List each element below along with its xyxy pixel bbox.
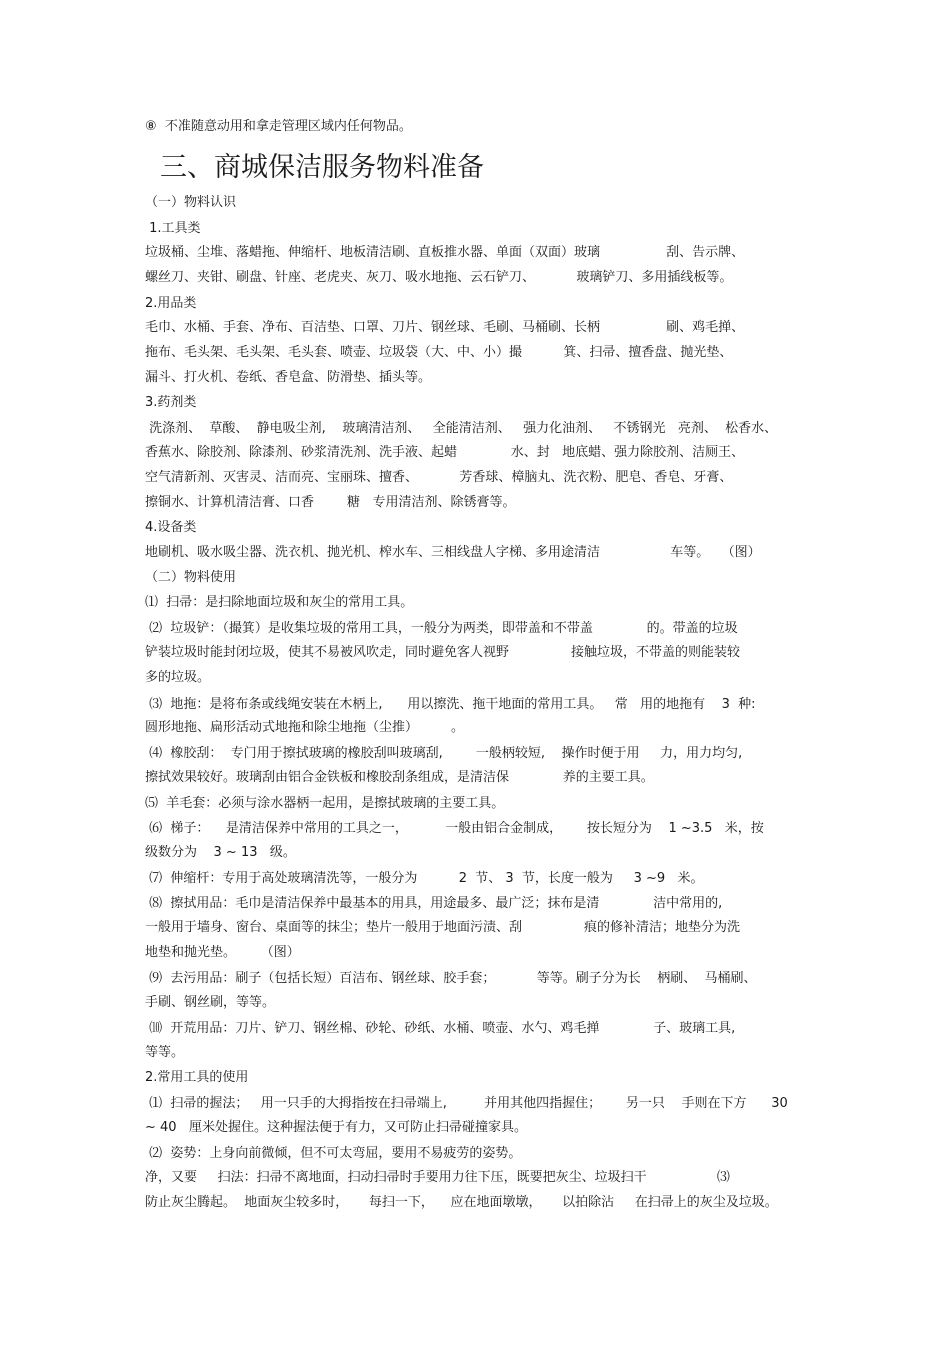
paragraph-line: 铲装垃圾时能封闭垃圾，使其不易被风吹走，同时避免客人视野 接触垃圾，不带盖的则能装较 [145, 645, 740, 660]
section-title: 三、商城保洁服务物料准备 [160, 152, 484, 183]
paragraph-line: 一般用于墙身、窗台、桌面等的抹尘；垫片一般用于地面污渍、刮 痕的修补清洁；地垫分为洗 [145, 920, 740, 935]
tool-usage-line: ⑵ 姿势：上身向前微倾，但不可太弯屈，要用不易疲劳的姿势。 [145, 1146, 522, 1161]
paragraph-line: 多的垃圾。 [145, 670, 211, 685]
tool-usage-line: 防止灰尘腾起。 地面灰尘较多时， 每扫一下， 应在地面墩墩， 以拍除沾 在扫帚上的灰尘及垃圾。 [145, 1195, 778, 1210]
tool-usage-line: ⑴ 扫帚的握法； 用一只手的大拇指按在扫帚端上, 并用其他四指握住； 另一只 手则在下方 30 [145, 1096, 788, 1111]
paragraph-line: 圆形地拖、扁形活动式地拖和除尘地拖（尘推） 。 [145, 720, 465, 735]
paragraph-line: 香蕉水、除胶剂、除漆剂、砂浆清洗剂、洗手液、起蜡 水、封 地底蜡、强力除胶剂、洁厕王、 [145, 445, 745, 460]
category-heading-chemicals: 3.药剂类 [145, 395, 197, 410]
tool-usage-line: ~ 40 厘米处握住。这种握法便于有力，又可防止扫帚碰撞家具。 [145, 1120, 527, 1135]
usage-item-9: ⑼ 去污用品：刷子（包括长短）百洁布、钢丝球、胶手套； 等等。刷子分为长 柄刷、 马桶刷、 [145, 971, 757, 986]
category-heading-equipment: 4.设备类 [145, 520, 197, 535]
usage-item-2: ⑵ 垃圾铲：（撮箕）是收集垃圾的常用工具，一般分为两类，即带盖和不带盖 的。带盖的垃圾 [145, 621, 738, 636]
paragraph-line: 手刷、钢丝刷，等等。 [145, 995, 276, 1010]
paragraph-line: 等等。 [145, 1045, 185, 1060]
paragraph-line: 拖布、毛头架、毛头架、毛头套、喷壶、垃圾袋（大、中、小）撮 箕、扫帚、擅香盘、抛光垫、 [145, 345, 733, 360]
usage-item-5: ⑸ 羊毛套：必须与涂水器柄一起用，是擦拭玻璃的主要工具。 [145, 796, 505, 811]
usage-item-7: ⑺ 伸缩杆：专用于高处玻璃清洗等，一般分为 2 节、 3 节，长度一般为 3 ~9 米。 [145, 871, 704, 886]
usage-item-8: ⑻ 擦拭用品：毛巾是清洁保养中最基本的用具，用途最多、最广泛；抹布是清 洁中常用的, [145, 896, 723, 911]
subsection-heading-materials: （一）物料认识 [145, 195, 237, 210]
usage-item-10: ⑽ 开荒用品：刀片、铲刀、钢丝棉、砂轮、砂纸、水桶、喷壶、水勺、鸡毛掸 子、玻璃工具, [145, 1021, 736, 1036]
paragraph-line: 擦拭效果较好。玻璃刮由铝合金铁板和橡胶刮条组成，是清洁保 养的主要工具。 [145, 770, 654, 785]
usage-item-4: ⑷ 橡胶刮： 专门用于擦拭玻璃的橡胶刮叫玻璃刮, 一般柄较短, 操作时便于用 力，用力均匀, [145, 746, 743, 761]
paragraph-line: 漏斗、打火机、卷纸、香皂盒、防滑垫、插头等。 [145, 370, 432, 385]
subsection-heading-tool-usage: 2.常用工具的使用 [145, 1070, 249, 1085]
tool-usage-line: 净，又要 扫法：扫帚不离地面，扫动扫帚时手要用力往下压，既要把灰尘、垃圾扫干 ⑶ [145, 1170, 730, 1185]
paragraph-line: 空气清新剂、灭害灵、洁而亮、宝丽珠、擅香、 芳香球、樟脑丸、洗衣粉、肥皂、香皂、牙膏、 [145, 470, 733, 485]
paragraph-line: 擦铜水、计算机清洁膏、口香 糖 专用清洁剂、除锈膏等。 [145, 495, 516, 510]
paragraph-line: 垃圾桶、尘堆、落蜡拖、伸缩杆、地板清洁刷、直板推水器、单面（双面）玻璃 刮、告示牌、 [145, 245, 745, 260]
category-heading-tools: 1.工具类 [145, 221, 201, 236]
paragraph-line: 地垫和抛光垫。 （图） [145, 945, 300, 960]
paragraph-line: 洗涤剂、 草酸、 静电吸尘剂, 玻璃清洁剂、 全能清洁剂、 强力化油剂、 不锈钢光 亮剂、 松香水、 [145, 421, 778, 436]
usage-item-1: ⑴ 扫帚：是扫除地面垃圾和灰尘的常用工具。 [145, 595, 414, 610]
paragraph-line: 毛巾、水桶、手套、净布、百洁垫、口罩、刀片、钢丝球、毛刷、马桶刷、长柄 刷、鸡毛掸、 [145, 320, 745, 335]
usage-item-6: ⑹ 梯子： 是清洁保养中常用的工具之一， 一般由铝合金制成， 按长短分为 1 ~3.5 米，按 [145, 821, 764, 836]
category-heading-supplies: 2.用品类 [145, 296, 197, 311]
paragraph-line: 地刷机、吸水吸尘器、洗衣机、抛光机、榨水车、三相线盘人字梯、多用途清洁 车等。 （图） [145, 545, 761, 560]
paragraph-line: 级数分为 3 ~ 13 级。 [145, 845, 296, 860]
paragraph-line: 螺丝刀、夹钳、刷盘、针座、老虎夹、灰刀、吸水地拖、云石铲刀、 玻璃铲刀、多用插线板等。 [145, 270, 733, 285]
rule-item-8: ⑧ 不准随意动用和拿走管理区域内任何物品。 [145, 119, 412, 134]
usage-item-3: ⑶ 地拖：是将布条或线绳安装在木柄上, 用以擦洗、拖干地面的常用工具。 常 用的地拖有 3 种: [145, 697, 756, 712]
subsection-heading-usage: （二）物料使用 [145, 570, 237, 585]
